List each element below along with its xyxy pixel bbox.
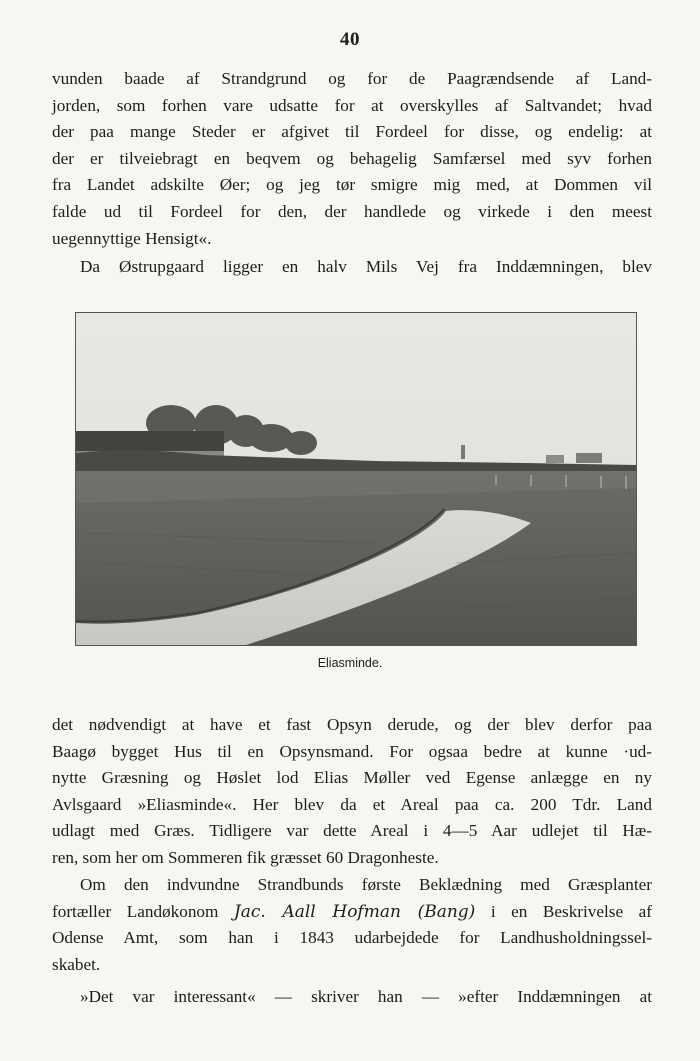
page-number: 40 (340, 29, 360, 50)
text-line (52, 899, 652, 926)
paragraph-4 (52, 872, 652, 978)
paragraph-2 (52, 254, 652, 281)
text-line: Odense Amt, som han i 1843 udarbejdede for Landhusholdningssel- (52, 928, 652, 948)
text-line: skabet. (52, 954, 101, 974)
text-line: falde ud til Fordeel for den, der handlede og virkede i den meest (52, 201, 652, 221)
text-line: Om den indvundne Strandbunds første Beklædning med Græsplanter (80, 875, 652, 894)
text-line: Da Østrupgaard ligger en halv Mils Vej fra Inddæmningen, blev (80, 257, 652, 276)
text-line: jorden, som forhen vare udsatte for at overskylles af Saltvandet; hvad (52, 95, 652, 115)
text-fragment: i en Beskrivelse af (490, 901, 653, 921)
paragraph-1 (52, 66, 652, 252)
text-line: udlagt med Græs. Tidligere var dette Areal i 4—5 Aar udlejet til Hæ- (52, 821, 652, 841)
text-fragment: fortæller Landøkonom (52, 901, 219, 921)
text-line: der paa mange Steder er afgivet til Fordeel for disse, og endelig: at (52, 122, 652, 142)
figure-caption: Eliasminde. (317, 656, 383, 670)
paragraph-5 (52, 984, 652, 1011)
text-line: uegennyttige Hensigt«. (52, 228, 212, 248)
text-line: ren, som her om Sommeren fik græsset 60 Dragonheste. (52, 847, 439, 867)
text-line: nytte Græsning og Høslet lod Elias Møller ved Egense anlægge en ny (52, 768, 652, 788)
text-line: fra Landet adskilte Øer; og jeg tør smigre mig med, at Dommen vil (52, 175, 652, 195)
text-line: det nødvendigt at have et fast Opsyn derude, og der blev derfor paa (52, 715, 652, 734)
text-line: Baagø bygget Hus til en Opsynsmand. For ogsaa bedre at kunne ·ud- (52, 741, 652, 761)
author-name: Jac. Aall Hofman (Bang) (233, 901, 476, 922)
text-line: »Det var interessant« — skriver han — »efter Inddæmningen at (80, 987, 652, 1006)
paragraph-3 (52, 712, 652, 872)
photo-eliasminde (75, 312, 637, 646)
text-line: vunden baade af Strandgrund og for de Paagrændsende af Land- (52, 69, 652, 88)
text-line: der er tilveiebragt en beqvem og behagelig Samfærsel med syv forhen (52, 148, 652, 168)
text-line: Avlsgaard »Eliasminde«. Her blev da et Areal paa ca. 200 Tdr. Land (52, 794, 652, 814)
